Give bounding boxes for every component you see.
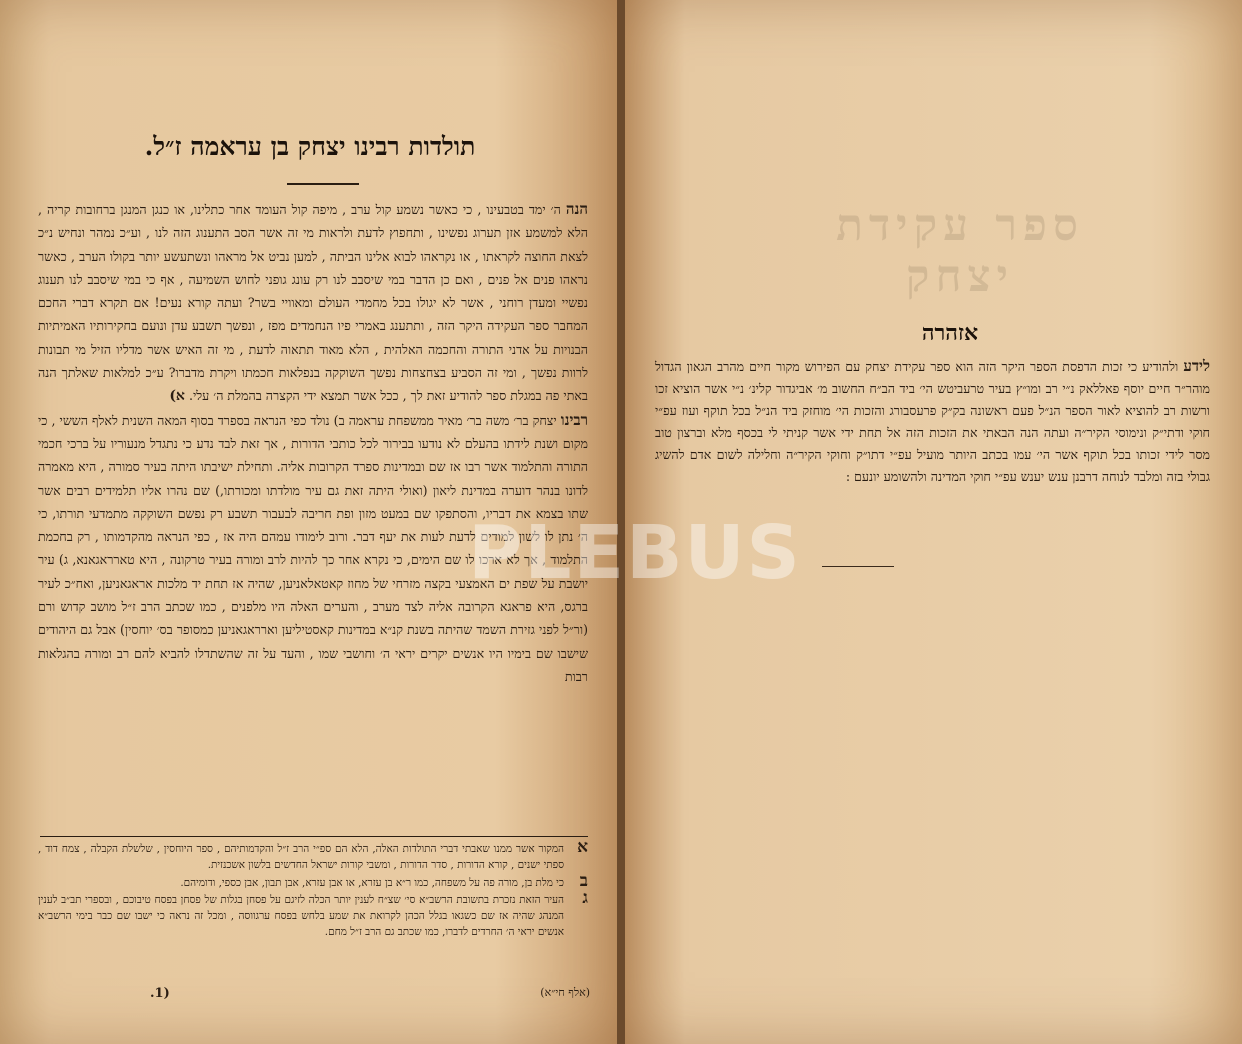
- page-footer: [150, 986, 590, 1001]
- paragraph-1: [38, 198, 588, 409]
- notice-text: [655, 355, 1210, 488]
- paragraph-text: ה׳ ימד בטבעינו , כי כאשר נשמע קול ערב , מיפה קול העומד אחר כתלינו, או כנגן המנגן ברחובות קריה , הלא למשמע אזן תערוג נפשינו , ותחפוץ לדעת ולראות מי זה אשר הסב התענוג הזה לנו , וע״כ נמהר ונחיש נ״כ לצאת החוצה לקראתו , או נקראהו לבוא אלינו הביתה , למען נביט אל מראהו ונשתעשע יותר בקולו הערב , כאשר נראהו פנים אל פנים , ואם כן הדבר במי שיסבב לנו רק עונג גופני לחוש השמיעה , אף כי במי שיסבב לנו תענוג נפשיי ומעדן רוחני , אשר לא יגולו בכל מחמדי העולם ומאוויי בשר? ועתה קורא נעים! אם תקרא דברי החכם המחבר ספר העקידה היקר הזה , ותתענג באמרי פיו הנחמדים מפז , ונפשך תשבע עדן ונועם בחקירותיו האמיתיות הבנויות על אדני התורה והחכמה האלהית , הלא מאוד תתאוה לדעת , מי זה האיש אשר מדליו הזיל מי תבונות לרוות נפשך , ומי זה הסביע בצחצחות נפשך השוקקה בנפלאות חכמתו ויקרת מדברו? ע״כ למלאות שאלתך הנה באתי פה במגלת ספר להודיע זאת לך , ככל אשר תמצא ידי הקצרה בהמלת ה׳ עלי.: [38, 202, 588, 404]
- footnote-letter: ב: [579, 870, 588, 891]
- footnote-text: העיר הזאת נזכרת בתשובת הרשב״א סי׳ שצ״ח לענין יותר הכלה לזיגם על פסחן בגלות של פסחן בפסח טיבוכם , ובספרי תב״ב לענין המנהג שהיה אז שם כשגאו בגלל הכהן לקרואת את שמע בלחש בפסח ערגווסה , ומכל זה נראה כי ישבו שם כבר בימי הרשב״א אנשים יראי ה׳ החרדים לדברו, כמו שכתב גם הרב ז״ל מחם.: [38, 894, 564, 938]
- bleed-through-heading: ספר עקידת יצחק: [836, 200, 1084, 302]
- notice-lead-word: לידע: [1183, 357, 1210, 375]
- title-divider: [287, 183, 359, 185]
- page-number: (1.: [150, 986, 170, 1001]
- notice-body: ולהודיע כי זכות הדפסת הספר היקר הזה הוא ספר עקידת יצחק עם הפירוש מקור חיים מהרב הגאון הגדול מוהר״ר חיים יוסף פאללאק נ״י רב ומו״ץ בעיר טרעביטש הי׳ ביד הב״ח החשוב מ׳ אביגדור קלינ׳ נ״י אשר הוציא זכו ורשות רב להוציא לאור הספר הנ״ל פעם ראשונה בק״ק פרעסבורג והזכות הי׳ מוחזק ביד הנ״ל בכל תוקף ועוז עפ״י חוקי ודתי״ק ונימוסי הקיר״ה ועתה הנה הבאתי את הזכות הזה אל תחת ידי אשר קניתי לי בכסף מלא וברצון טוב מסר לידי זכותו בכל תוקף אשר הי׳ עמו בכתב היותר מועיל עפ״י דתו״ק וחוקי הקיר״ה וחלילה לשום אדם להשיג גבולי בזה ומלבד לנוחה דרבנן ענש יענש עפ״י חוקי המדינה ולהשומע יונעם :: [655, 359, 1210, 484]
- footnote: [38, 888, 588, 940]
- paragraph-text: יצחק בר׳ משה בר׳ מאיר ממשפחת עראמה ב) נולד כפי הנראה בספרד בסוף המאה השנית לאלף הששי , כי מקום ושנת לידתו בהעלם לא נודעו בבירור לכל כותבי הדורות , אך זאת לבד נדע כי נתגדל מנעוריו על ברכי חכמי התורה והתלמוד אשר רבו אז שם ובמדינות ספרד הקרובות אליה. ותחילת ישיבתו היתה בעיר סמורה , היא מאמרה לדונו בנהר דוערה במדינת ליאון (ואולי היתה זאת גם עיר מולדתו ומכורתו,) שם נהרו אליו תלמידים רבים אשר שתו בצמא את דבריו, והסתפקו שם במעט מזון ופת חריבה לבעבור תשבע רק נפשם השוקקה מתמדעי תורתו, כי ה׳ נתן לו לשון למודים לדעת לעות את יעף דבר. ורוב לימודו עמהם היה אז , כפי הנראה מהקדמותו , רק בחכמת התלמוד , אך לא ארכו לו שם הימים, כי נקרא אחר כך להיות לרב ומורה בעיר טרקונה , היא טארראגאנא, ג) עיר יושבת על שפת ים האמצעי בקצה מזרחי של מחוז קאטאלאניען, שהיה אז תחת יד מלכות אראגאניען, ואח״כ לעיר ברגס, היא פראגא הקרובה אליה לצד מערב , והערים האלה היו מלפנים , כמו שכתב הרב ז״ל מושב קדוש ורם (ור״ל לפני גזירת השמד שהיתה בשנת קנ״א במדינות קאסטיליען וארראגאניען כמסופר בס׳ יוחסין) אבל גם היהודים שישבו שם בימיו היו אנשים יקרים יראי ה׳ וחושבי שמו , והעד על זה שהשתדלו להביא להם רב ומורה בהגלאות רבות: [38, 412, 588, 684]
- footnote-divider: [40, 836, 588, 837]
- printer-signature: (אלף חי״א): [540, 986, 590, 999]
- notice-divider: [822, 566, 894, 567]
- paragraph-lead-word: רבינו: [560, 410, 588, 429]
- footnotes: [38, 837, 588, 943]
- watermark: PLEBUS: [468, 510, 802, 596]
- page-title: תולדות רבינו יצחק בן עראמה ז״ל.: [144, 132, 476, 161]
- paragraph-lead-word: הנה: [565, 200, 588, 218]
- main-text: [38, 198, 588, 688]
- footnote: [38, 837, 588, 874]
- footnote-letter: ג: [582, 888, 588, 909]
- footnote: [38, 870, 588, 892]
- footnote-marker: א): [169, 388, 185, 405]
- footnote-letter: א: [577, 837, 588, 857]
- footnote-text: המקור אשר ממנו שאבתי דברי התולדות האלה, הלא הם ספ״י הרב ז״ל והקדמותיהם , ספר היוחסין , שלשלת הקבלה , צמח דוד , ספתי ישנים , קורא הדורות , סדר הדורות , ומשבי קורות ישראל החדשים בלשון אשכנזית.: [38, 843, 564, 871]
- notice-title: אזהרה: [921, 320, 979, 346]
- footnote-text: כי מלת בן, מורה פה על משפחה, כמו ר״א בן עזרא, או אבן עזרא, אבן תבון, אבן כספי, ודומיהם.: [180, 876, 564, 889]
